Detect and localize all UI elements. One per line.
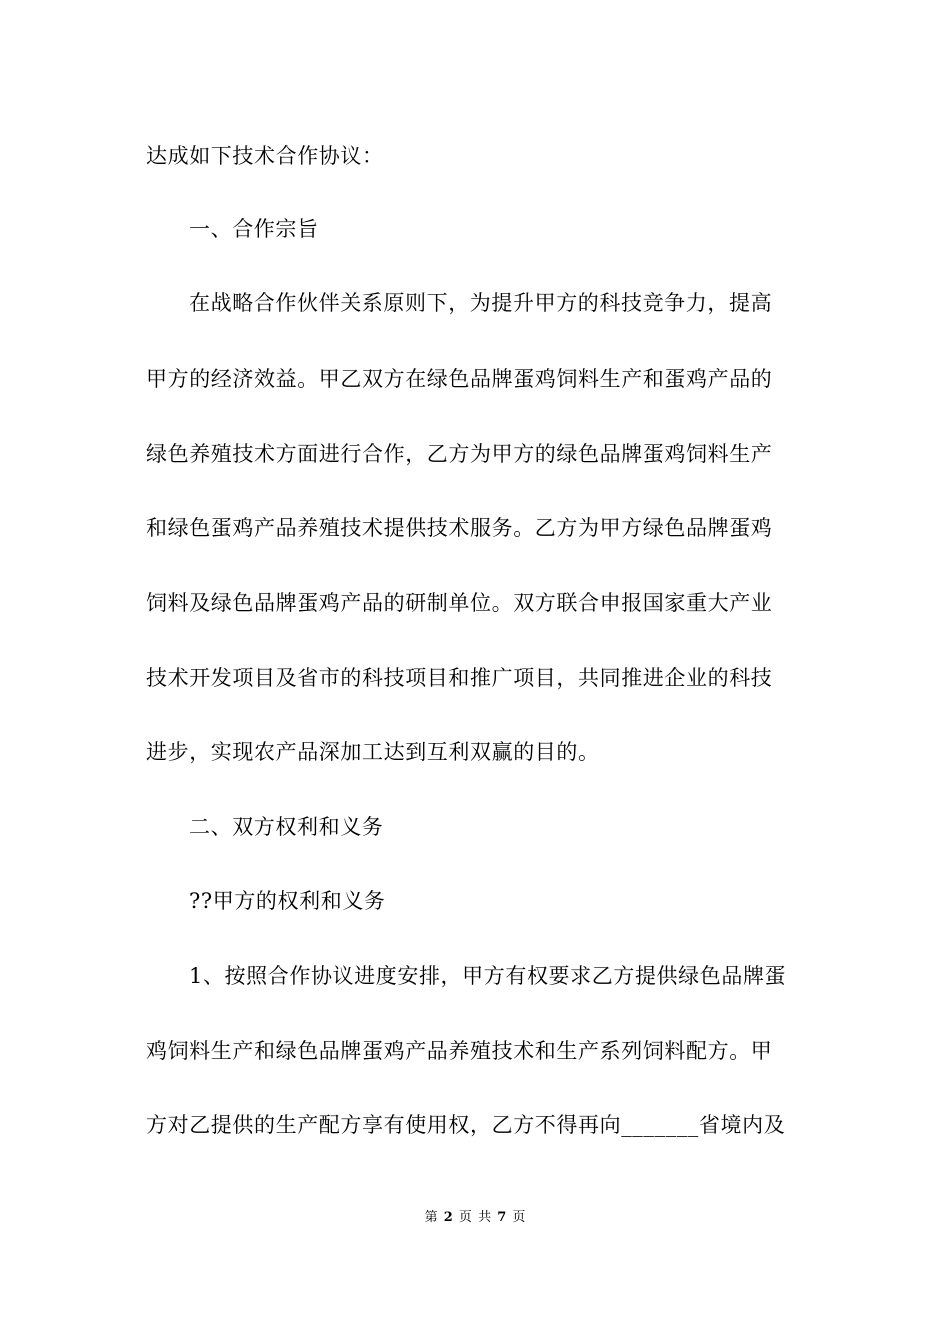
text-line: 鸡饲料生产和绿色品牌蛋鸡产品养殖技术和生产系列饲料配方。甲 [146,1039,773,1063]
text-line: 1、按照合作协议进度安排，甲方有权要求乙方提供绿色品牌蛋 [189,964,787,988]
text-line: 达成如下技术合作协议： [146,144,384,168]
text-line: 甲方的经济效益。甲乙双方在绿色品牌蛋鸡饲料生产和蛋鸡产品的 [146,367,773,391]
text-line: 在战略合作伙伴关系原则下，为提升甲方的科技竞争力，提高 [189,291,773,315]
text-line: 进步，实现农产品深加工达到互利双赢的目的。 [146,740,600,764]
text-line: 技术开发项目及省市的科技项目和推广项目，共同推进企业的科技 [146,666,773,690]
total-page-number: 7 [497,1210,507,1225]
text-line: 饲料及绿色品牌蛋鸡产品的研制单位。双方联合申报国家重大产业 [146,591,773,615]
footer-suffix: 页 [512,1210,526,1225]
subsection-heading: ??甲方的权利和义务 [189,889,386,913]
text-line: 绿色养殖技术方面进行合作，乙方为甲方的绿色品牌蛋鸡饲料生产 [146,442,773,466]
text-line: 和绿色蛋鸡产品养殖技术提供技术服务。乙方为甲方绿色品牌蛋鸡 [146,516,773,540]
footer-total-label: 共 [478,1210,492,1225]
page-footer [0,1209,950,1227]
text-line: 方对乙提供的生产配方享有使用权，乙方不得再向_______省境内及 [146,1113,786,1137]
footer-page-label: 页 [458,1210,472,1225]
current-page-number: 2 [443,1210,453,1225]
section-heading: 一、合作宗旨 [189,217,319,241]
section-heading: 二、双方权利和义务 [189,815,384,839]
footer-prefix: 第 [424,1210,438,1225]
